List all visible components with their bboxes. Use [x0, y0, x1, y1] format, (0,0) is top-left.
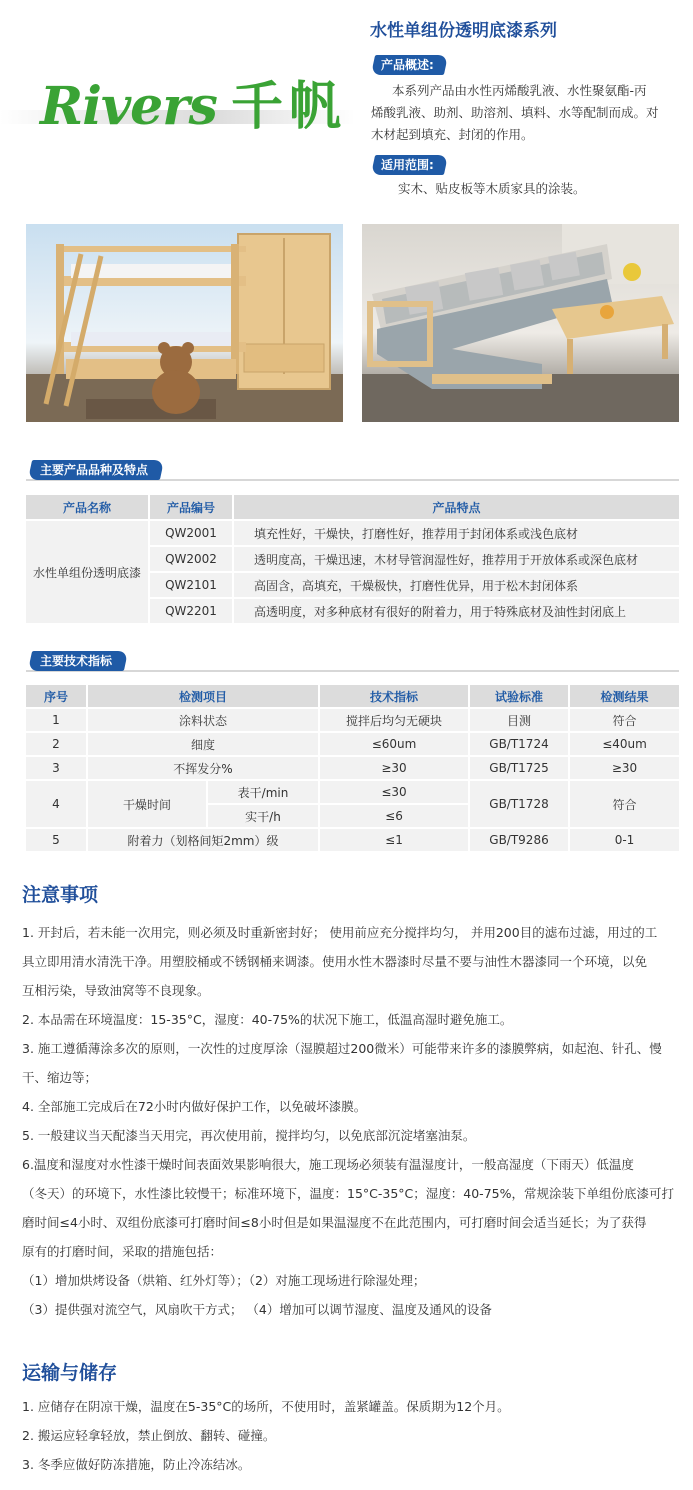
table-row [26, 757, 679, 779]
notes-line: 2. 本品需在环境温度：15-35°C，湿度：40-75%的状况下施工，低温高湿时避免施工。 [22, 1012, 513, 1027]
product-code-cell: QW2201 [150, 599, 232, 623]
products-section-title: 主要产品品种及特点 [28, 460, 164, 480]
tech-section-title: 主要技术指标 [28, 651, 128, 671]
header-result: 检测结果 [570, 685, 679, 707]
tech-standard-cell: GB/T1724 [470, 733, 568, 755]
notes-line: （3）提供强对流空气，风扇吹干方式； （4）增加可以调节湿度、温度及通风的设备 [22, 1302, 492, 1317]
notes-line: 1. 开封后，若未能一次用完，则必须及时重新密封好； 使用前应充分搅拌均匀， 并用200目的滤布过滤，用过的工 [22, 925, 658, 940]
product-code-cell: QW2002 [150, 547, 232, 571]
tech-section-divider [26, 670, 679, 672]
table-row [26, 521, 679, 545]
storage-line: 1. 应储存在阴凉干燥，温度在5-35°C的场所，不使用时，盖紧罐盖。保质期为12个月。 [22, 1399, 510, 1414]
header-item: 检测项目 [88, 685, 318, 707]
notes-line: （冬天）的环境下，水性漆比较慢干；标准环境下，温度：15°C-35°C；湿度：40-75%，常规涂装下单组份底漆可打 [22, 1186, 674, 1201]
tech-result-cell: ≥30 [570, 757, 679, 779]
header-no: 序号 [26, 685, 86, 707]
tech-subitem-cell: 表干/min [208, 781, 318, 803]
storage-line: 3. 冬季应做好防冻措施，防止冷冻结冰。 [22, 1457, 251, 1472]
logo-latin: Rivers [40, 76, 217, 137]
notes-line: 4. 全部施工完成后在72小时内做好保护工作，以免破坏漆膜。 [22, 1099, 367, 1114]
storage-line: 2. 搬运应轻拿轻放，禁止倒放、翻转、碰撞。 [22, 1428, 276, 1443]
tech-spec-cell: ≤60um [320, 733, 468, 755]
table-row [26, 709, 679, 731]
tech-spec-cell: 搅拌后均匀无硬块 [320, 709, 468, 731]
tech-standard-cell: GB/T1728 [470, 781, 568, 827]
tech-no-cell: 2 [26, 733, 86, 755]
notes-line: 磨时间≤4小时、双组份底漆可打磨时间≤8小时但是如果温湿度不在此范围内，可打磨时间会适当延长；为了获得 [22, 1215, 647, 1230]
tech-item-cell: 不挥发分% [88, 757, 318, 779]
product-feature-cell: 高固含，高填充，干燥极快，打磨性优异，用于松木封闭体系 [234, 573, 679, 597]
tech-result-cell: 符合 [570, 781, 679, 827]
products-table-header [26, 495, 679, 519]
overview-line-1: 本系列产品由水性丙烯酸乳液、水性聚氨酯-丙 [392, 83, 647, 98]
notes-line: 具立即用清水清洗干净。用塑胶桶或不锈钢桶来调漆。使用水性木器漆时尽量不要与油性木器漆同一个环境，以免 [22, 954, 648, 969]
overview-tag: 产品概述: [371, 55, 448, 75]
notes-line: （1）增加烘烤设备（烘箱、红外灯等）；（2）对施工现场进行除湿处理； [22, 1273, 426, 1288]
table-row [26, 829, 679, 851]
tech-table [24, 683, 681, 853]
series-title: 水性单组份透明底漆系列 [370, 21, 557, 41]
notes-line: 6.温度和湿度对水性漆干燥时间表面效果影响很大，施工现场必须装有温湿度计，一般高湿度（下雨天）低温度 [22, 1157, 634, 1172]
tech-standard-cell: GB/T1725 [470, 757, 568, 779]
tech-spec-cell: ≤6 [320, 805, 468, 827]
storage-title: 运输与储存 [22, 1362, 118, 1384]
bunk-bed-photo [26, 224, 343, 422]
product-name-cell: 水性单组份透明底漆 [26, 521, 148, 623]
notes-line: 干、缩边等； [22, 1070, 98, 1085]
logo-chinese: 千帆 [230, 77, 347, 137]
tech-result-cell: 符合 [570, 709, 679, 731]
header-product-features: 产品特点 [234, 495, 679, 519]
header-spec: 技术指标 [320, 685, 468, 707]
tech-standard-cell: 目测 [470, 709, 568, 731]
tech-no-cell: 3 [26, 757, 86, 779]
product-feature-cell: 透明度高，干燥迅速，木材导管润湿性好，推荐用于开放体系或深色底材 [234, 547, 679, 571]
products-table [24, 493, 681, 625]
header-standard: 试验标准 [470, 685, 568, 707]
tech-item-cell: 附着力（划格间矩2mm）级 [88, 829, 318, 851]
product-feature-cell: 填充性好，干燥快，打磨性好，推荐用于封闭体系或浅色底材 [234, 521, 679, 545]
product-feature-cell: 高透明度，对多种底材有很好的附着力，用于特殊底材及油性封闭底上 [234, 599, 679, 623]
tech-standard-cell: GB/T9286 [470, 829, 568, 851]
tech-spec-cell: ≤30 [320, 781, 468, 803]
tech-no-cell: 4 [26, 781, 86, 827]
notes-line: 原有的打磨时间，采取的措施包括： [22, 1244, 223, 1259]
scope-text: 实木、贴皮板等木质家具的涂装。 [398, 181, 586, 196]
header-product-code: 产品编号 [150, 495, 232, 519]
logo-wordmark [40, 64, 347, 139]
tech-no-cell: 5 [26, 829, 86, 851]
product-code-cell: QW2101 [150, 573, 232, 597]
tech-no-cell: 1 [26, 709, 86, 731]
brand-logo [0, 48, 355, 143]
tech-result-cell: ≤40um [570, 733, 679, 755]
notes-line: 5. 一般建议当天配漆当天用完，再次使用前，搅拌均匀，以免底部沉淀堵塞油泵。 [22, 1128, 476, 1143]
table-row [26, 781, 679, 803]
notes-body [22, 918, 674, 1324]
overview-line-2: 烯酸乳液、助剂、助溶剂、填料、水等配制而成。对 [371, 105, 659, 120]
tech-spec-cell: ≥30 [320, 757, 468, 779]
tech-item-cell: 干燥时间 [88, 781, 206, 827]
product-code-cell: QW2001 [150, 521, 232, 545]
scope-tag: 适用范围: [371, 155, 448, 175]
table-row [26, 733, 679, 755]
tech-subitem-cell: 实干/h [208, 805, 318, 827]
header-product-name: 产品名称 [26, 495, 148, 519]
overview-line-3: 木材起到填充、封闭的作用。 [371, 127, 534, 142]
notes-line: 互相污染，导致油窝等不良现象。 [22, 983, 210, 998]
tech-spec-cell: ≤1 [320, 829, 468, 851]
tech-item-cell: 涂料状态 [88, 709, 318, 731]
sofa-photo [362, 224, 679, 422]
notes-title: 注意事项 [22, 884, 99, 906]
storage-body [22, 1392, 674, 1479]
tech-result-cell: 0-1 [570, 829, 679, 851]
tech-table-header [26, 685, 679, 707]
tech-item-cell: 细度 [88, 733, 318, 755]
notes-line: 3. 施工遵循薄涂多次的原则，一次性的过度厚涂（湿膜超过200微米）可能带来许多的漆膜弊病，如起泡、针孔、慢 [22, 1041, 662, 1056]
